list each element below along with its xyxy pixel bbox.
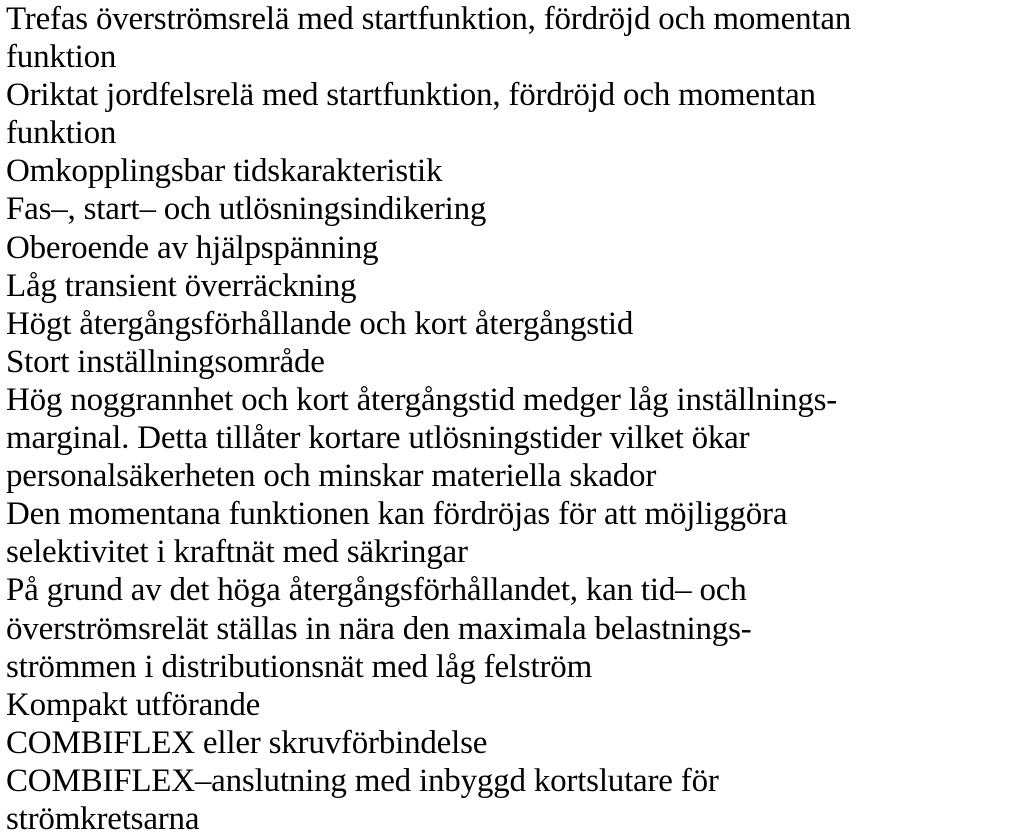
feature-line: Oberoende av hjälpspänning bbox=[6, 229, 379, 266]
feature-item bbox=[6, 229, 1020, 267]
feature-item bbox=[6, 267, 1020, 305]
feature-line: överströmsrelät ställas in nära den maximala belastnings- bbox=[6, 610, 752, 647]
feature-line: funktion bbox=[6, 39, 117, 76]
feature-item bbox=[6, 762, 1020, 838]
feature-line: Fas–, start– och utlösningsindikering bbox=[6, 191, 487, 228]
feature-line: Kompakt utförande bbox=[6, 686, 261, 723]
feature-line: COMBIFLEX–anslutning med inbyggd kortslutare för bbox=[6, 762, 719, 799]
feature-item bbox=[6, 152, 1020, 190]
feature-line: strömmen i distributionsnät med låg felström bbox=[6, 648, 593, 685]
feature-line: Högt återgångsförhållande och kort återgångstid bbox=[6, 305, 634, 342]
feature-line: Omkopplingsbar tidskarakteristik bbox=[6, 153, 443, 190]
feature-line: Den momentana funktionen kan fördröjas för att möjliggöra bbox=[6, 496, 788, 533]
feature-line: Oriktat jordfelsrelä med startfunktion, fördröjd och momentan bbox=[6, 77, 816, 114]
feature-item bbox=[6, 724, 1020, 762]
feature-item bbox=[6, 76, 1020, 152]
feature-line: strömkretsarna bbox=[6, 800, 200, 837]
feature-line: Stort inställningsområde bbox=[6, 343, 325, 380]
feature-line: marginal. Detta tillåter kortare utlösningstider vilket ökar bbox=[6, 420, 750, 457]
feature-item bbox=[6, 381, 1020, 495]
feature-item bbox=[6, 686, 1020, 724]
feature-line: personalsäkerheten och minskar materiella skador bbox=[6, 458, 657, 495]
feature-line: Hög noggrannhet och kort återgångstid medger låg inställnings- bbox=[6, 381, 838, 418]
feature-item bbox=[6, 190, 1020, 228]
feature-item bbox=[6, 495, 1020, 571]
feature-line: Låg transient överräckning bbox=[6, 267, 357, 304]
feature-line: funktion bbox=[6, 115, 117, 152]
feature-item bbox=[6, 305, 1020, 343]
feature-list bbox=[6, 0, 1020, 838]
feature-item bbox=[6, 571, 1020, 685]
feature-item bbox=[6, 0, 1020, 76]
feature-line: selektivitet i kraftnät med säkringar bbox=[6, 534, 468, 571]
feature-line: Trefas överströmsrelä med startfunktion, fördröjd och momentan bbox=[6, 1, 852, 37]
feature-line: På grund av det höga återgångsförhållandet, kan tid– och bbox=[6, 572, 747, 609]
feature-line: COMBIFLEX eller skruvförbindelse bbox=[6, 724, 488, 761]
feature-item bbox=[6, 343, 1020, 381]
